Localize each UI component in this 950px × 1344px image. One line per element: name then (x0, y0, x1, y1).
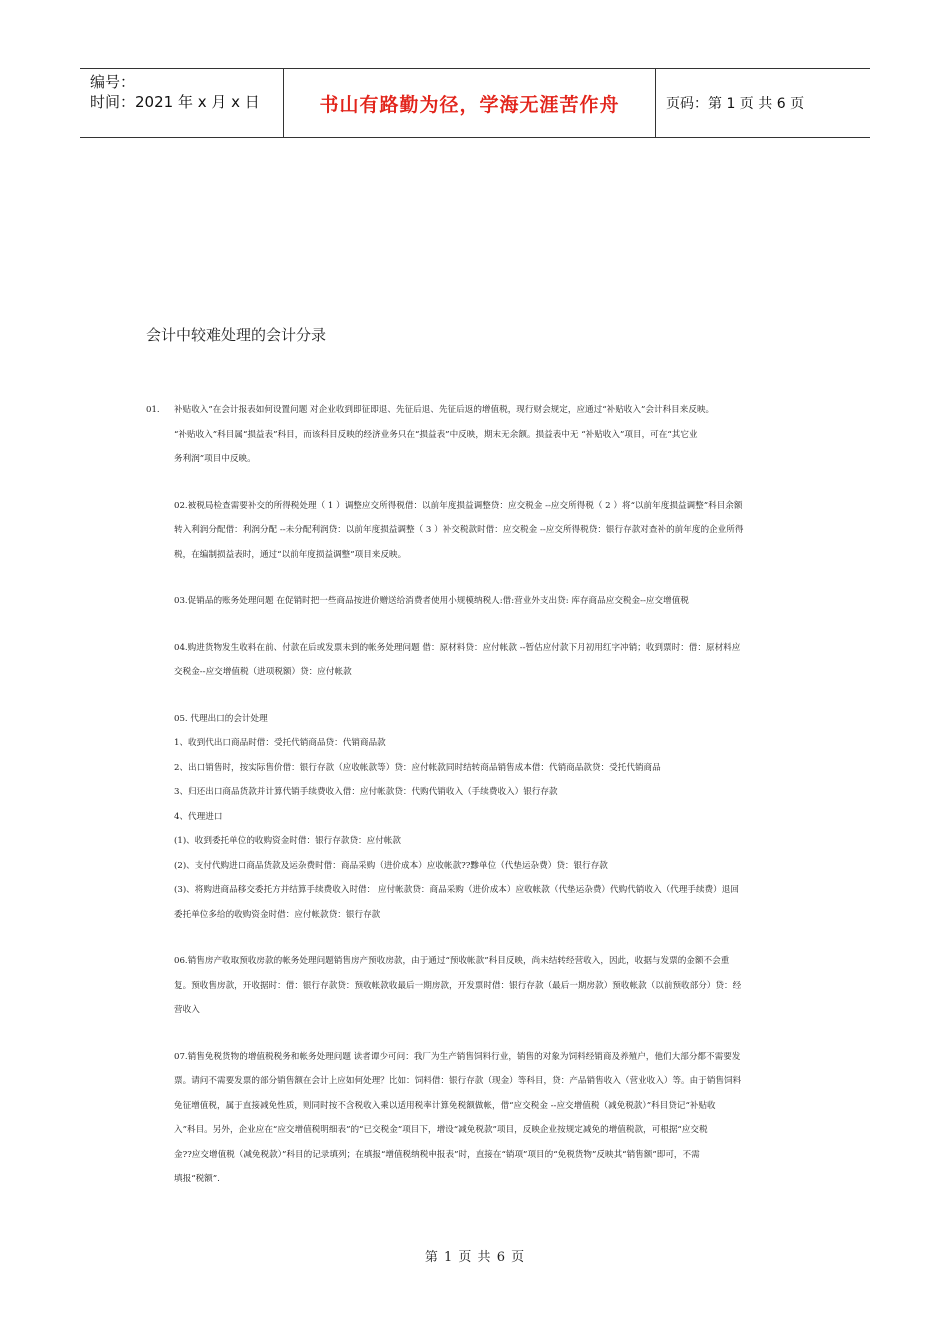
page-header (80, 68, 870, 138)
paragraph-line: 07.销售免税货物的增值税税务和帐务处理问题 读者谭少可问：我厂为生产销售饲料行业，销售的对象为饲料经销商及养殖户，他们大部分都不需要发 (174, 1051, 741, 1062)
section-06 (146, 949, 810, 1023)
paragraph-line: 05. 代理出口的会计处理 (174, 713, 268, 724)
header-motto-cell (283, 69, 656, 137)
paragraph-line: 06.销售房产收取预收房款的帐务处理问题销售房产预收房款，由于通过“预收帐款”科目反映，尚未结转经营收入，因此，收据与发票的金额不会重 (174, 956, 730, 966)
paragraph-line: 3、归还出口商品货款并计算代销手续费收入借：应付帐款贷：代购代销收入（手续费收入）银行存款 (174, 787, 558, 797)
section-01-line-2: “补贴收入”科目属“损益表”科目，而该科目反映的经济业务只在“损益表”中反映，期末无余额。损益表中无 “补贴收入”项目，可在“其它业 (174, 429, 698, 440)
paragraph-line: (1)、收到委托单位的收购资金时借：银行存款贷：应付帐款 (174, 836, 402, 846)
paragraph-line: 营收入 (174, 1005, 200, 1015)
section-01-line-3: 务利润”项目中反映。 (174, 454, 256, 464)
paragraph-line: 1、收到代出口商品时借：受托代销商品贷：代销商品款 (174, 738, 386, 748)
paragraph-line: 填报“税额”. (174, 1174, 220, 1184)
motto: 书山有路勤为径，学海无涯苦作舟 (319, 93, 620, 116)
paragraph-line: 免征增值税，属于直接减免性质，则同时按不含税收入乘以适用税率计算免税额做帐，借“应交税金 --应交增值税（减免税款）”科目贷记“补贴收 (174, 1100, 716, 1111)
header-page-info-cell (656, 69, 870, 137)
paragraph-line: 4、代理进口 (174, 811, 223, 822)
section-07 (146, 1045, 810, 1192)
document-title: 会计中较难处理的会计分录 (146, 326, 327, 344)
paragraph-line: 票。请问不需要发票的部分销售额在会计上应如何处理？比如：饲料借：银行存款（现金）等科目，贷：产品销售收入（营业收入）等。由于销售饲料 (174, 1076, 742, 1086)
section-01-number: 01. (146, 405, 160, 415)
paragraph-line: 金??应交增值税（减免税款）”科目的记录填列；在填报“增值税纳税申报表”时，直接在“销项”项目的“免税货物”反映其“销售额”即可，不需 (174, 1149, 700, 1160)
paragraph-line: 税，在编制损益表时，通过“以前年度损益调整”项目来反映。 (174, 549, 407, 560)
paragraph-line: 复。预收售房款，开收据时：借：银行存款贷：预收帐款收最后一期房款，开发票时借：银行存款（最后一期房款）预收帐款（以前预收部分）贷：经 (174, 980, 742, 991)
paragraph-line: 转入利润分配借：利润分配 --未分配利润贷：以前年度损益调整（ 3 ）补交税款时借：应交税金 --应交所得税贷：银行存款对查补的前年度的企业所得 (174, 525, 744, 535)
section-05 (146, 707, 810, 928)
paragraph-line: (3)、将购进商品移交委托方并结算手续费收入时借： 应付帐款贷：商品采购（进价成本）应收帐款（代垫运杂费）代购代销收入（代理手续费）退回 (174, 885, 739, 895)
number-label: 编号： (90, 73, 136, 91)
paragraph-line: 04.购进货物发生收料在前、付款在后或发票未到的帐务处理问题 借：原材料贷：应付帐款 --暂估应付款下月初用红字冲销；收到票时：借：原材料应 (174, 642, 741, 653)
header-left-cell (80, 69, 283, 137)
paragraph-line: 委托单位多给的收购资金时借：应付帐款贷：银行存款 (174, 909, 381, 920)
paragraph-line: 交税金--应交增值税（进项税额）贷：应付帐款 (174, 667, 352, 677)
document-body (146, 398, 810, 1214)
paragraph-line: (2)、支付代购进口商品货款及运杂费时借：商品采购（进价成本）应收帐款??黪单位（代垫运杂费）贷：银行存款 (174, 860, 608, 871)
section-01 (146, 398, 810, 472)
time-label: 时间：2021 年 x 月 x 日 (90, 93, 260, 111)
paragraph-line: 入”科目。另外，企业应在“应交增值税明细表”的“已交税金”项目下，增设“减免税款”项目，反映企业按规定减免的增值税款，可根据“应交税 (174, 1125, 708, 1135)
section-04 (146, 636, 810, 685)
page-info: 页码：第 1 页 共 6 页 (666, 96, 805, 112)
section-02 (146, 494, 810, 568)
paragraph-line: 02.被税局检查需要补交的所得税处理（ 1 ）调整应交所得税借：以前年度损益调整贷：应交税金 --应交所得税（ 2 ）将“以前年度损益调整”科目余额 (174, 500, 743, 511)
paragraph-line: 2、出口销售时，按实际售价借：银行存款（应收帐款等）贷：应付帐款同时结转商品销售成本借：代销商品款贷：受托代销商品 (174, 762, 661, 773)
page-footer: 第 1 页 共 6 页 (424, 1250, 526, 1265)
section-03 (146, 589, 810, 614)
paragraph-line: 03.促销品的账务处理问题 在促销时把一些商品按进价赠送给消费者使用小规模纳税人:借:营业外支出贷: 库存商品应交税金--应交增值税 (174, 596, 689, 606)
section-01-line-1: 01. 补贴收入”在会计报表如何设置问题 对企业收到即征即退、先征后退、先征后返的增值税，现行财会规定，应通过“补贴收入”会计科目来反映。 (146, 398, 810, 423)
